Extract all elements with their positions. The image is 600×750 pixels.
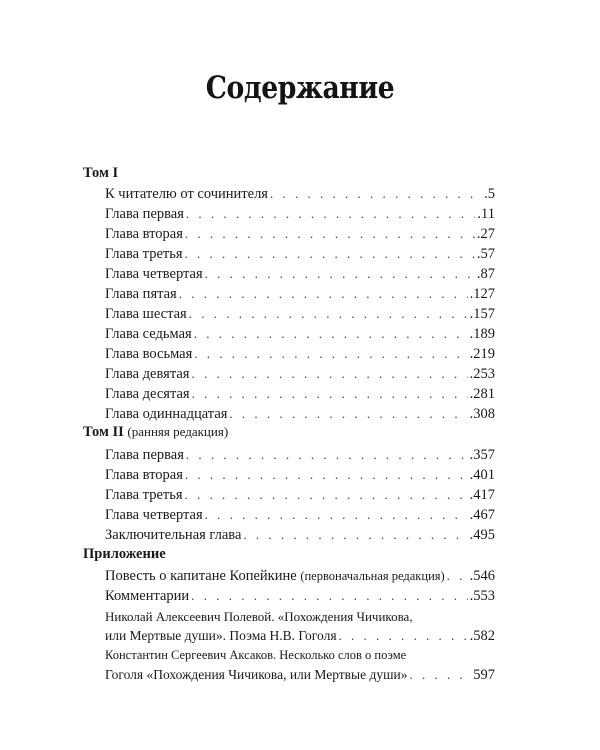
toc-entry-label: Глава пятая bbox=[105, 286, 177, 302]
toc-entry bbox=[105, 507, 495, 527]
toc-entry bbox=[105, 266, 495, 286]
toc-entry-label: Глава третья bbox=[105, 246, 183, 262]
dot-leader bbox=[229, 406, 467, 422]
toc-entry-page: .253 bbox=[469, 366, 495, 382]
toc-entry-page: .127 bbox=[469, 286, 495, 302]
dot-leader bbox=[186, 206, 476, 222]
toc-entry bbox=[105, 588, 495, 608]
toc-entry bbox=[105, 487, 495, 507]
dot-leader bbox=[205, 507, 468, 523]
toc-entry-page: .27 bbox=[476, 226, 495, 242]
toc-entry bbox=[105, 467, 495, 487]
section-heading-vol2 bbox=[83, 424, 228, 441]
section-heading-label: Том I bbox=[83, 165, 119, 181]
dot-leader bbox=[179, 286, 468, 302]
toc-entry bbox=[105, 226, 495, 246]
toc-entry bbox=[105, 186, 495, 206]
dot-leader bbox=[339, 628, 468, 644]
dot-leader bbox=[243, 527, 467, 543]
dot-leader bbox=[205, 266, 475, 282]
toc-entry-label bbox=[105, 568, 445, 585]
toc-entry-label: Глава десятая bbox=[105, 386, 190, 402]
toc-entry-label: К читателю от сочинителя bbox=[105, 186, 268, 202]
toc-entry bbox=[105, 246, 495, 266]
toc-entry bbox=[105, 366, 495, 386]
dot-leader bbox=[192, 386, 468, 402]
toc-entry bbox=[105, 326, 495, 346]
toc-entry-label: Глава седьмая bbox=[105, 326, 192, 342]
dot-leader bbox=[185, 487, 468, 503]
toc-entry-label: Комментарии bbox=[105, 588, 190, 604]
dot-leader bbox=[186, 447, 468, 463]
toc-entry-label: Глава четвертая bbox=[105, 266, 203, 282]
toc-entry-label: Глава одиннадцатая bbox=[105, 406, 228, 422]
toc-entry-page: .189 bbox=[469, 326, 495, 342]
toc-entry-label: Заключительная глава bbox=[105, 527, 242, 543]
toc-entry-page: .546 bbox=[469, 568, 495, 584]
dot-leader bbox=[189, 306, 468, 322]
toc-entry-label: Глава первая bbox=[105, 206, 184, 222]
toc-entry-label: Глава восьмая bbox=[105, 346, 193, 362]
section-heading-appendix bbox=[83, 546, 166, 563]
toc-entry-page: .417 bbox=[469, 487, 495, 503]
toc-entry bbox=[105, 386, 495, 406]
toc-entry bbox=[105, 568, 495, 588]
toc-entry bbox=[105, 286, 495, 306]
toc-entry bbox=[105, 628, 495, 648]
dot-leader bbox=[185, 226, 475, 242]
dot-leader bbox=[409, 667, 471, 683]
toc-entry bbox=[105, 447, 495, 467]
toc-entry bbox=[105, 667, 495, 687]
toc-entry-page: .157 bbox=[469, 306, 495, 322]
toc-entry-label: Глава первая bbox=[105, 447, 184, 463]
toc-entry-page: .281 bbox=[469, 386, 495, 402]
toc-entry-page: .467 bbox=[469, 507, 495, 523]
toc-entry-page: .582 bbox=[469, 628, 495, 644]
dot-leader bbox=[194, 326, 468, 342]
toc-entry-page: .401 bbox=[469, 467, 495, 483]
dot-leader bbox=[447, 568, 468, 584]
toc-entry-page: .87 bbox=[476, 266, 495, 282]
toc-entry-page: .495 bbox=[469, 527, 495, 543]
toc-entry-label: Гоголя «Похождения Чичикова, или Мертвые души» bbox=[105, 667, 408, 682]
toc-entry-page: .553 bbox=[469, 588, 495, 604]
toc-entry-label-note: (первоначальная редакция) bbox=[300, 569, 445, 583]
toc-entry bbox=[105, 306, 495, 326]
toc-entry-page: .308 bbox=[469, 406, 495, 422]
page-title: Содержание bbox=[205, 70, 395, 106]
toc-entry-page: .5 bbox=[484, 186, 495, 202]
toc-entry-label: или Мертвые души». Поэма Н.В. Гоголя bbox=[105, 628, 337, 643]
toc-entry-page: .357 bbox=[469, 447, 495, 463]
dot-leader bbox=[185, 467, 468, 483]
toc-entry-label-main: Повесть о капитане Копейкине bbox=[105, 568, 297, 584]
toc-entry-page: .219 bbox=[469, 346, 495, 362]
toc-entry-label: Глава четвертая bbox=[105, 507, 203, 523]
toc-entry-line1: Николай Алексеевич Полевой. «Похождения Чичикова, bbox=[105, 609, 413, 624]
toc-entry-label: Глава третья bbox=[105, 487, 183, 503]
toc-entry bbox=[105, 406, 495, 426]
section-heading-label: Том II bbox=[83, 424, 124, 440]
toc-entry-label: Глава вторая bbox=[105, 467, 183, 483]
toc-entry-page: 597 bbox=[473, 667, 495, 683]
toc-entry bbox=[105, 527, 495, 547]
toc-entry-page: .57 bbox=[476, 246, 495, 262]
toc-entry-label: Глава вторая bbox=[105, 226, 183, 242]
toc-entry-page: .11 bbox=[477, 206, 495, 222]
dot-leader bbox=[270, 186, 482, 202]
toc-entry-label: Глава шестая bbox=[105, 306, 187, 322]
toc-entry-label: Глава девятая bbox=[105, 366, 190, 382]
section-heading-note: (ранняя редакция) bbox=[127, 424, 229, 439]
dot-leader bbox=[191, 366, 467, 382]
toc-entry-line1: Константин Сергеевич Аксаков. Несколько слов о поэме bbox=[105, 648, 407, 662]
toc-entry bbox=[105, 346, 495, 366]
section-heading-label: Приложение bbox=[83, 546, 166, 562]
dot-leader bbox=[185, 246, 475, 262]
section-heading-vol1 bbox=[83, 165, 118, 182]
dot-leader bbox=[191, 588, 467, 604]
toc-entry bbox=[105, 206, 495, 226]
dot-leader bbox=[194, 346, 467, 362]
